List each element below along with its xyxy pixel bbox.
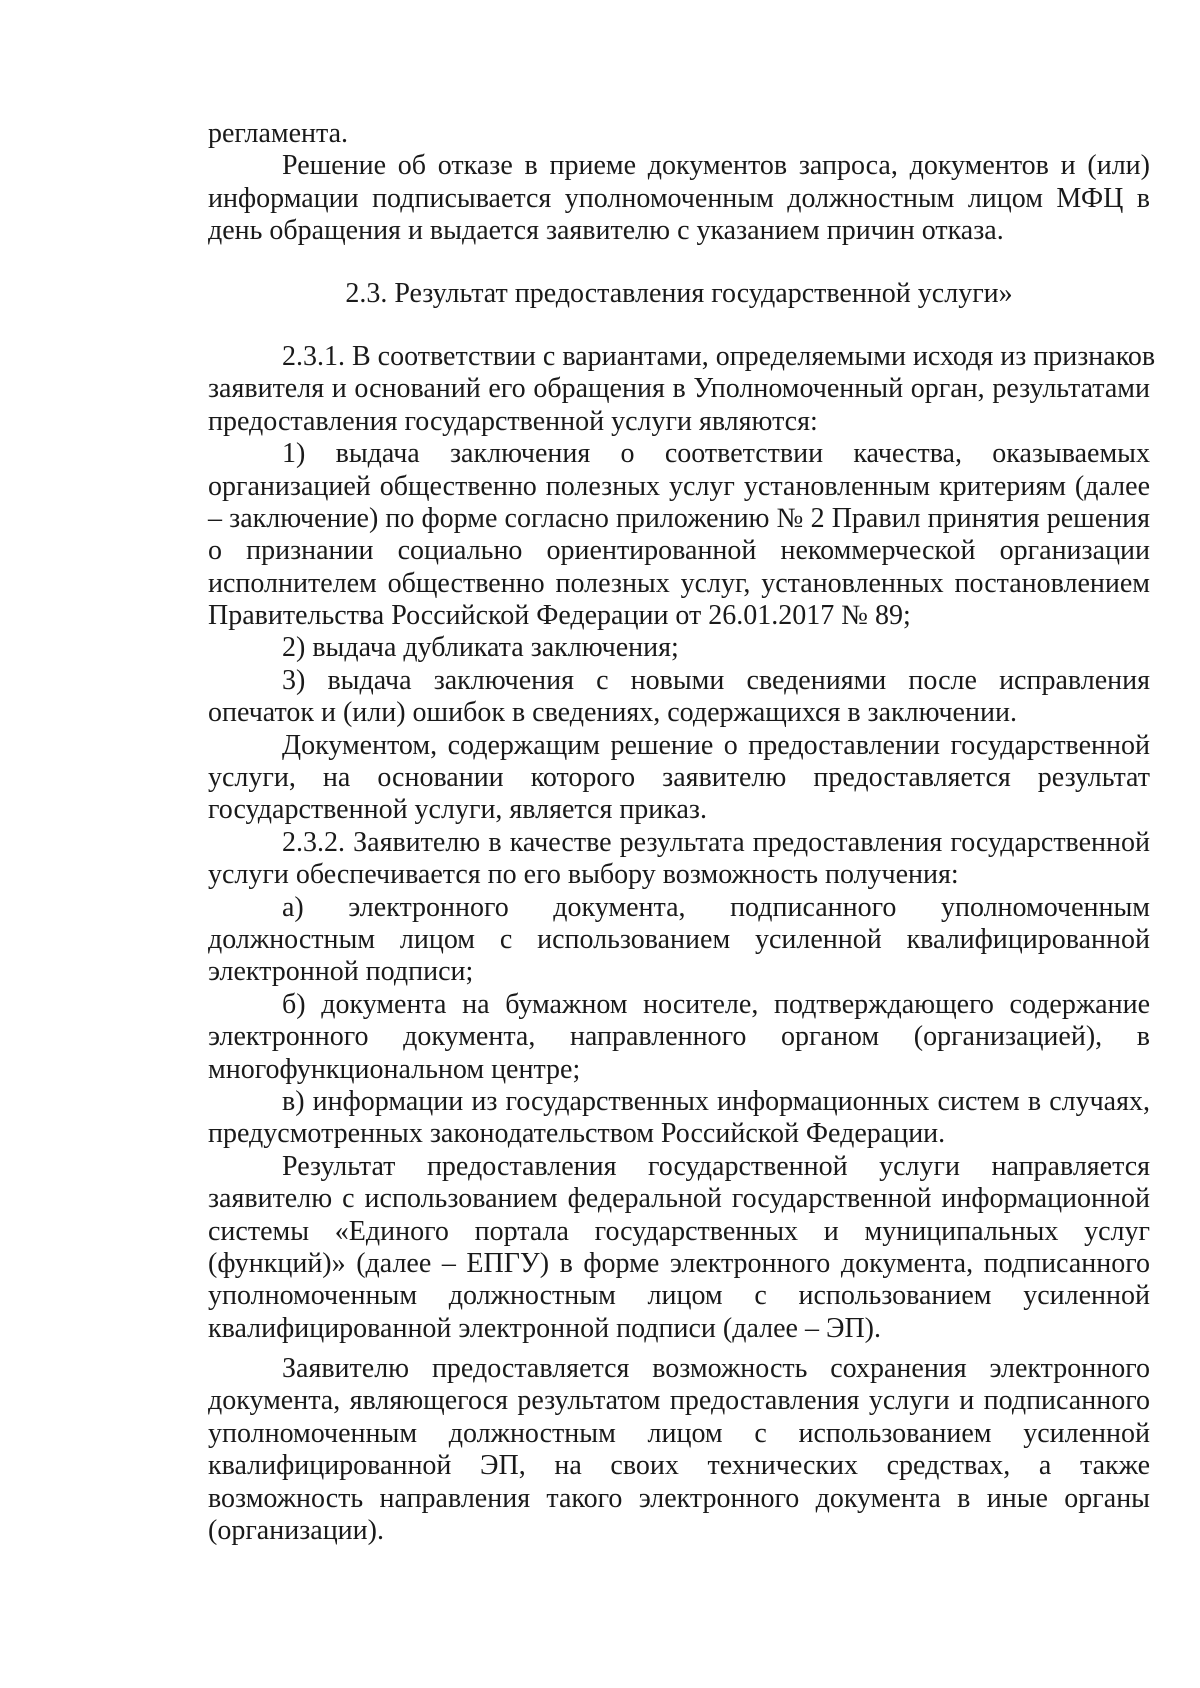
list-item-line: исполнителем общественно полезных услуг, установленных постановлением [208,567,1150,599]
paragraph-line: возможность направления такого электронного документа в иные органы [208,1482,1150,1514]
list-item-line: Правительства Российской Федерации от 26.01.2017 № 89; [208,600,911,632]
paragraph-line: государственной услуги, является приказ. [208,794,707,826]
paragraph-line: день обращения и выдается заявителю с указанием причин отказа. [208,215,1004,247]
list-item-line: опечаток и (или) ошибок в сведениях, содержащихся в заключении. [208,697,1017,729]
paragraph-line: регламента. [208,118,349,149]
paragraph-line: документа, являющегося результатом предоставления услуги и подписанного [208,1385,1150,1417]
paragraph-line: услуги, на основании которого заявителю предоставляется результат [208,762,1150,794]
paragraph-line: Решение об отказе в приеме документов запроса, документов и (или) [282,150,1150,182]
paragraph-line: заявителю с использованием федеральной государственной информационной [208,1183,1150,1215]
paragraph-line: информации подписывается уполномоченным должностным лицом МФЦ в [208,182,1150,214]
section-heading: 2.3. Результат предоставления государственной услуги» [345,277,1013,309]
list-item-line: 3) выдача заключения с новыми сведениями после исправления [282,664,1150,696]
paragraph-line: предоставления государственной услуги являются: [208,405,818,437]
list-item-line: – заключение) по форме согласно приложению № 2 Правил принятия решения [208,502,1150,534]
list-item-line: о признании социально ориентированной некоммерческой организации [208,535,1150,567]
paragraph-line: квалифицированной электронной подписи (далее – ЭП). [208,1312,881,1344]
list-item-line: многофункциональном центре; [208,1053,581,1085]
list-item-line: предусмотренных законодательством Российской Федерации. [208,1118,946,1150]
list-item-line: электронной подписи; [208,956,474,988]
list-item-line: организацией общественно полезных услуг установленным критериям (далее [208,470,1150,502]
list-item-line: электронного документа, направленного органом (организацией), в [208,1021,1150,1053]
list-item-line: 1) выдача заключения о соответствии качества, оказываемых [282,438,1150,470]
list-item-line: а) электронного документа, подписанного уполномоченным [282,891,1150,923]
paragraph-line: заявителя и оснований его обращения в Уполномоченный орган, результатами [208,373,1150,405]
paragraph-line: Результат предоставления государственной услуги направляется [282,1150,1150,1182]
document-body [208,118,1156,1547]
paragraph-line: 2.3.1. В соответствии с вариантами, определяемыми исходя из признаков [282,340,1156,372]
list-item-line: б) документа на бумажном носителе, подтверждающего содержание [282,988,1150,1020]
paragraph-line: (организации). [208,1515,384,1547]
paragraph-line: квалифицированной ЭП, на своих технических средствах, а также [208,1450,1150,1482]
paragraph-line: уполномоченным должностным лицом с использованием усиленной [208,1417,1150,1449]
paragraph-line: Заявителю предоставляется возможность сохранения электронного [282,1353,1150,1385]
paragraph-line: (функций)» (далее – ЕПГУ) в форме электронного документа, подписанного [208,1247,1150,1279]
paragraph-line: системы «Единого портала государственных и муниципальных услуг [208,1215,1150,1247]
paragraph-line: уполномоченным должностным лицом с использованием усиленной [208,1280,1150,1312]
paragraph-line: 2.3.2. Заявителю в качестве результата предоставления государственной [282,826,1150,858]
list-item-line: 2) выдача дубликата заключения; [282,632,679,664]
paragraph-line: услуги обеспечивается по его выбору возможность получения: [208,859,959,891]
paragraph-line: Документом, содержащим решение о предоставлении государственной [282,729,1150,761]
list-item-line: должностным лицом с использованием усиленной квалифицированной [208,923,1150,955]
list-item-line: в) информации из государственных информационных систем в случаях, [282,1085,1150,1117]
